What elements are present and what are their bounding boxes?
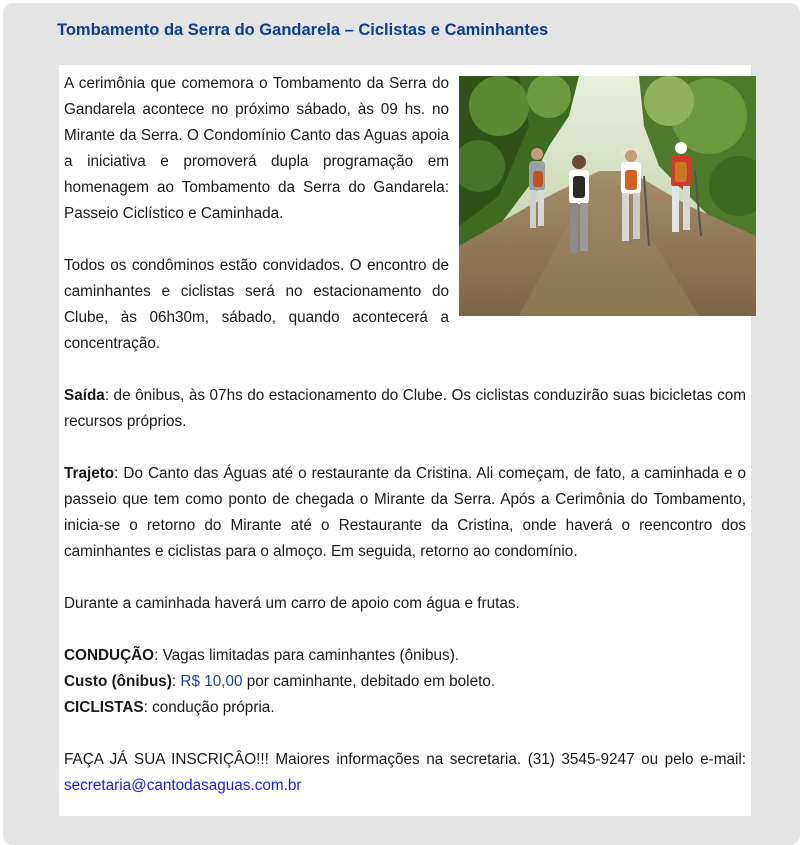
saida-text: : de ônibus, às 07hs do estacionamento do Clube. Os ciclistas conduzirão suas bicicletas com recursos próprios. <box>64 387 746 430</box>
ciclistas-line <box>64 695 746 721</box>
saida-paragraph <box>64 383 746 435</box>
saida-label: Saída <box>64 387 105 404</box>
conducao-text: : Vagas limitadas para caminhantes (ônibus). <box>154 647 460 664</box>
trajeto-paragraph <box>64 461 746 565</box>
article-title: Tombamento da Serra do Gandarela – Ciclistas e Caminhantes <box>57 21 549 39</box>
ciclistas-text: : condução própria. <box>143 699 275 716</box>
invite-paragraph: Todos os condôminos estão convidados. O encontro de caminhantes e ciclistas será no estacionamento do Clube, às 06h30m, sábado, quando acontecerá a concentração. <box>64 257 449 352</box>
trajeto-label: Trajeto <box>64 465 115 482</box>
intro-paragraph: A cerimônia que comemora o Tombamento da Serra do Gandarela acontece no próximo sábado, às 09 hs. no Mirante da Serra. O Condomínio Canto das Aguas apoia a iniciativa e promoverá dupla programação em homenagem ao Tombamento da Serra do Gandarela: Passeio Ciclístico e Caminhada. <box>64 75 449 222</box>
apoio-paragraph: Durante a caminhada haverá um carro de apoio com água e frutas. <box>64 595 520 612</box>
hikers-photo <box>459 76 756 316</box>
cta-text: FAÇA JÁ SUA INSCRIÇÂO!!! Maiores informações na secretaria. (31) 3545-9247 ou pelo e-mail: <box>64 751 746 768</box>
email-link[interactable]: secretaria@cantodasaguas.com.br <box>64 777 302 794</box>
custo-value: R$ 10,00 <box>180 673 243 690</box>
custo-line <box>64 669 746 695</box>
conducao-line <box>64 643 746 669</box>
conducao-label: CONDUÇÃO <box>64 647 155 664</box>
custo-sep: : <box>171 673 181 690</box>
trajeto-text: : Do Canto das Águas até o restaurante da Cristina. Ali começam, de fato, a caminhada e o passeio que tem como ponto de chegada o Mirante da Serra. Após a Cerimônia do Tombamento, inicia-se o retorno do Mirante até o Restaurante da Cristina, onde haverá o reencontro dos caminhantes e ciclistas para o almoço. Em seguida, retorno ao condomínio. <box>64 465 746 560</box>
details-block <box>64 643 746 721</box>
article-body <box>59 65 751 816</box>
custo-label: Custo (ônibus) <box>64 673 172 690</box>
article-panel <box>3 3 800 845</box>
custo-text: por caminhante, debitado em boleto. <box>242 673 496 690</box>
ciclistas-label: CICLISTAS <box>64 699 144 716</box>
cta-paragraph <box>64 747 746 799</box>
